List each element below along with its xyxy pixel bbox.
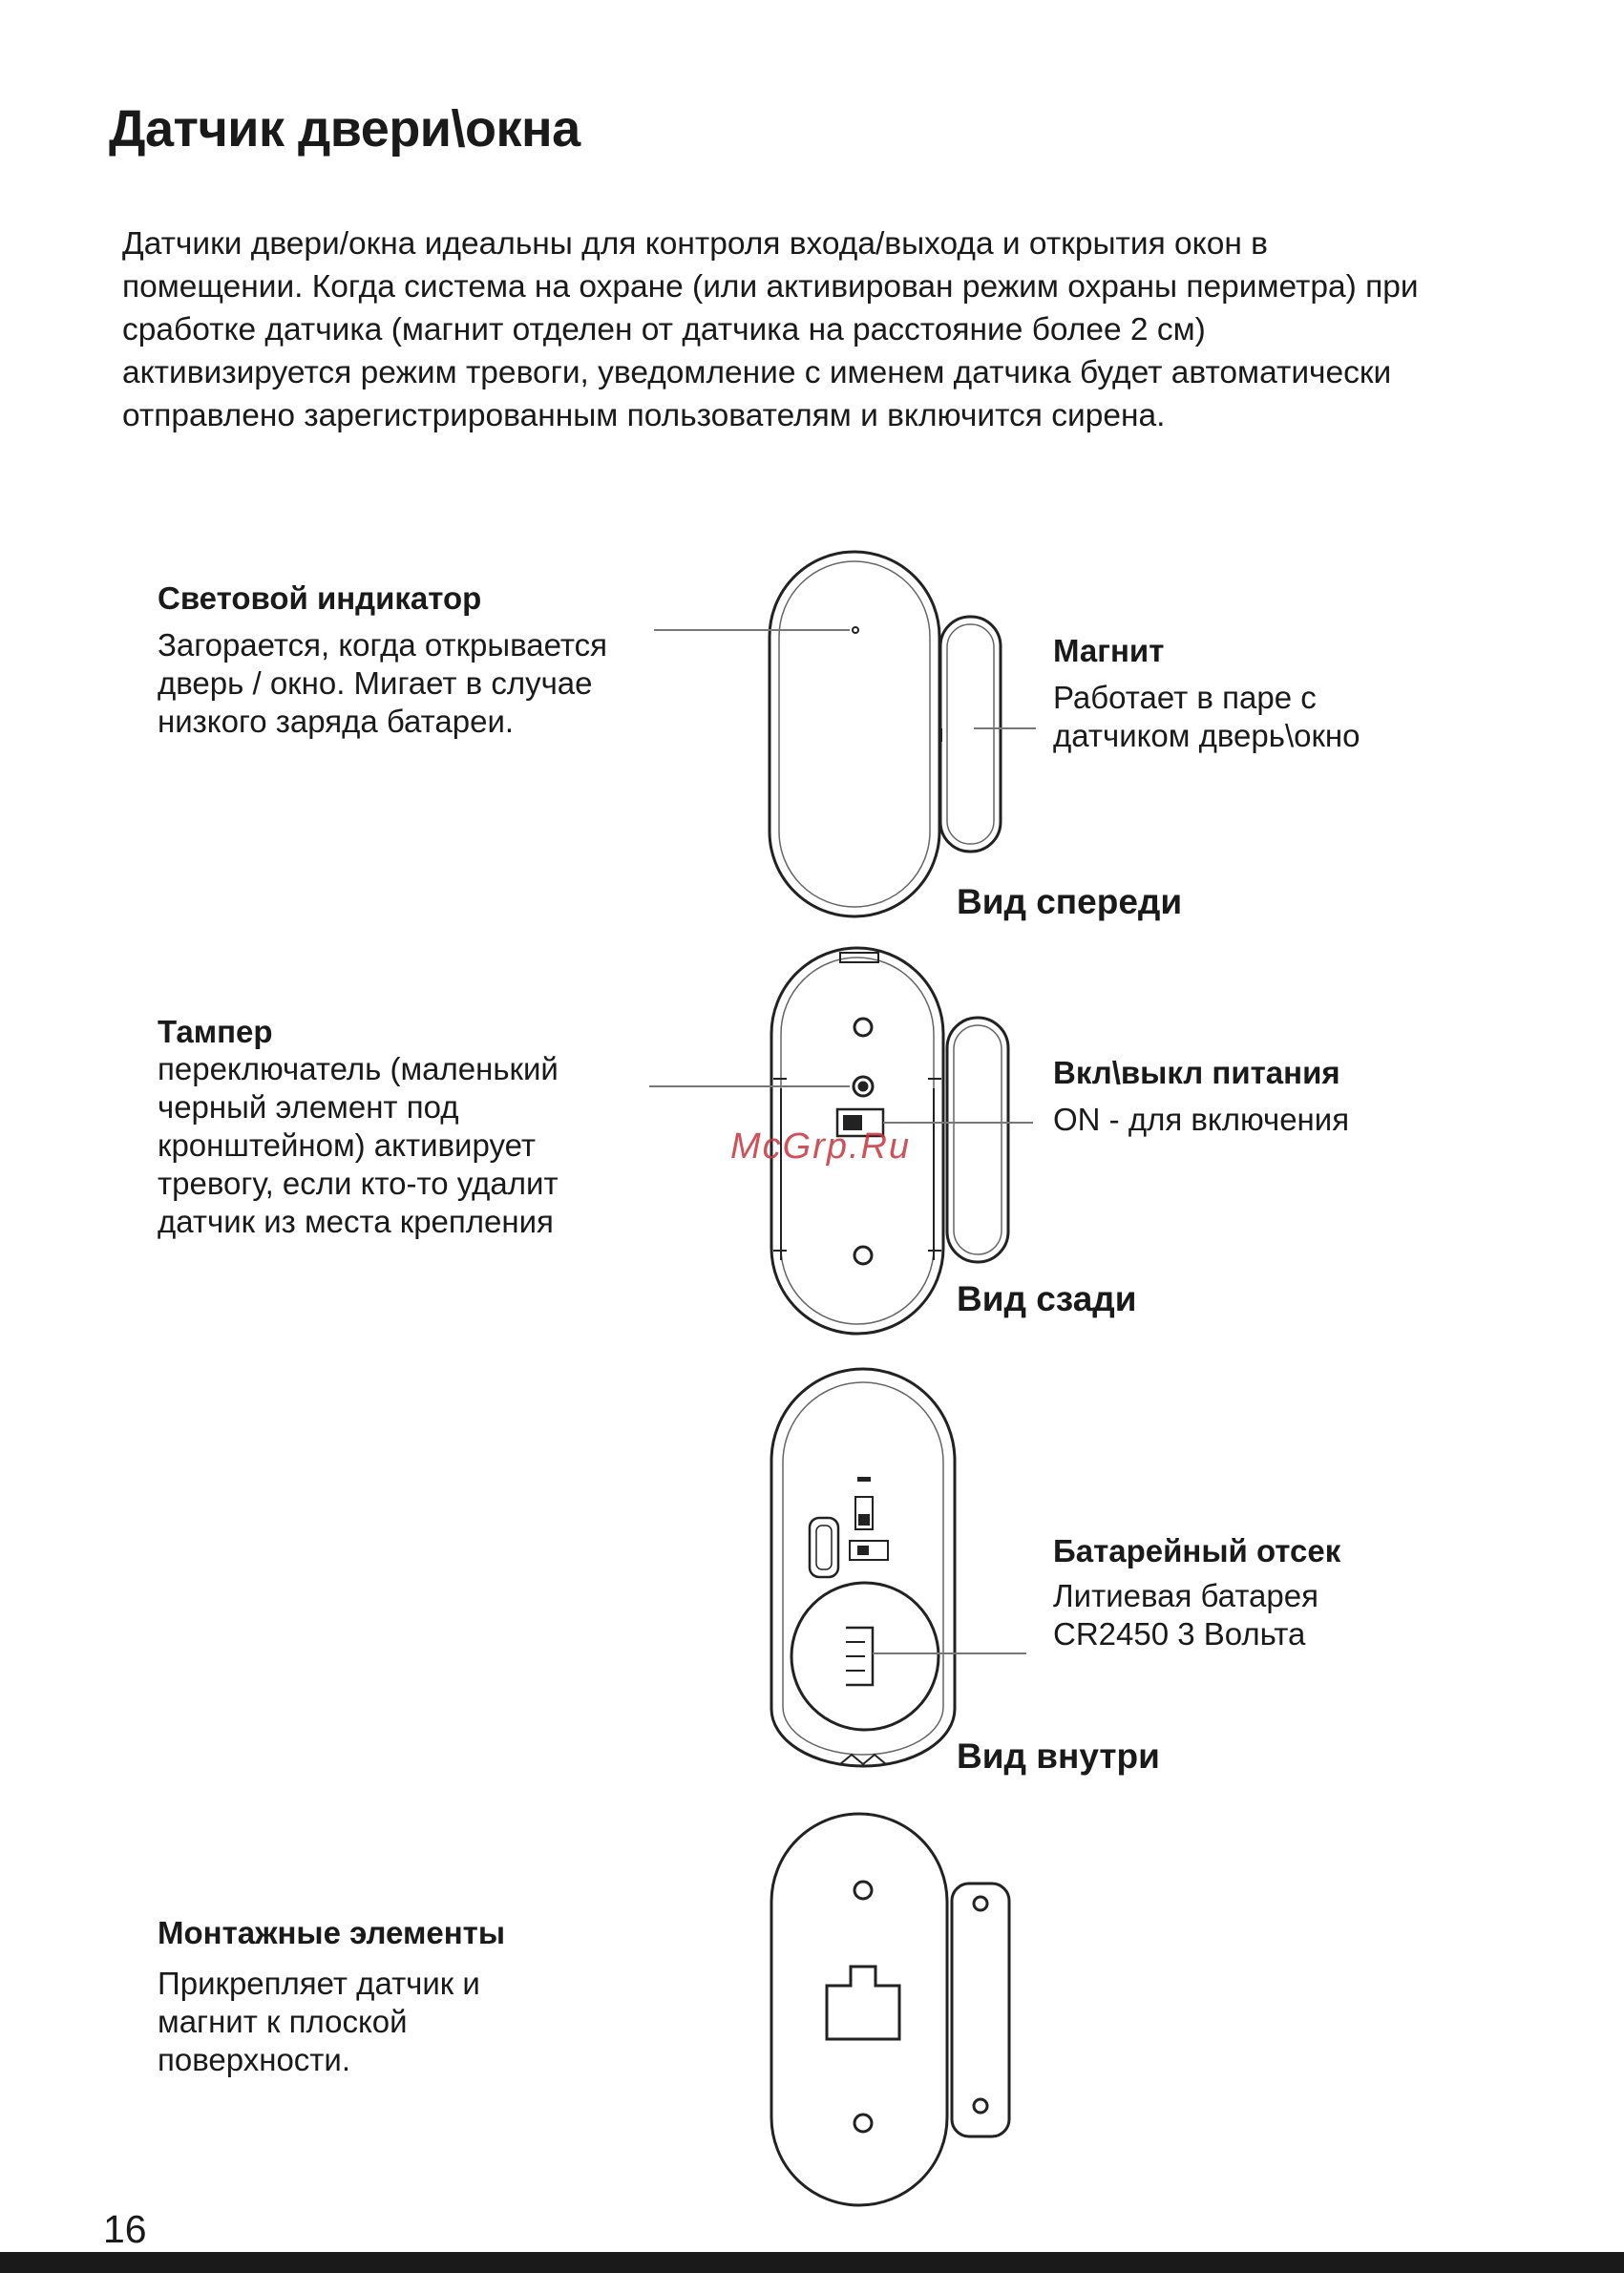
indicator-label [158, 580, 607, 741]
mounting-label [158, 1915, 505, 2079]
indicator-led-icon [853, 627, 858, 633]
mounting-plate-sensor [771, 1814, 947, 2205]
footer-bar [0, 2252, 1624, 2273]
mounting-title: Монтажные элементы [158, 1915, 506, 1950]
sensor-front-body [770, 552, 939, 916]
magnet-back-body [947, 1018, 1008, 1262]
watermark: McGrp.Ru [730, 1126, 912, 1167]
mounting-view-drawing [771, 1814, 1009, 2205]
front-view-drawing [654, 552, 1036, 916]
magnet-text: Работает в паре с датчиком дверь\окно [1053, 680, 1360, 753]
magnet-front-body [940, 617, 1001, 852]
tamper-text: переключатель (маленький черный элемент под кронштейном) активирует тревогу, если кто-то удалит датчик из места крепления [158, 1051, 559, 1239]
tamper-title: Тампер [158, 1014, 273, 1049]
power-text: ON - для включения [1053, 1102, 1350, 1137]
back-view-title: Вид сзади [957, 1279, 1137, 1318]
page-title: Датчик двери\окна [109, 100, 580, 158]
indicator-text: Загорается, когда открывается дверь / окно. Мигает в случае низкого заряда батареи. [158, 627, 607, 739]
page-number: 16 [103, 2207, 147, 2251]
magnet-label [1053, 633, 1360, 755]
front-view-title: Вид спереди [957, 882, 1183, 921]
tamper-label [158, 1014, 559, 1241]
sensor-inside-body [771, 1369, 955, 1766]
mounting-text: Прикрепляет датчик и магнит к плоской поверхности. [158, 1966, 480, 2077]
magnet-title: Магнит [1053, 633, 1165, 668]
battery-label [1053, 1533, 1340, 1653]
intro-paragraph: Датчики двери/окна идеальны для контроля входа/выхода и открытия окон в помещении. Когда система на охране (или активирован режим охраны периметра) при сработке датчика (магнит отделен от датчика на расстояние более 2 см) активизируется режим тревоги, уведомление с именем датчика будет автоматически отправлено зарегистрированным пользователям и включится сирена. [122, 226, 1419, 433]
battery-text: Литиевая батарея CR2450 3 Вольта [1053, 1578, 1318, 1652]
keyhole-mount-icon [827, 1967, 899, 2039]
indicator-title: Световой индикатор [158, 580, 482, 616]
battery-title: Батарейный отсек [1053, 1533, 1341, 1568]
inside-view-title: Вид внутри [957, 1736, 1160, 1776]
power-title: Вкл\выкл питания [1053, 1055, 1340, 1090]
power-label [1053, 1055, 1349, 1139]
inside-view-drawing [771, 1369, 1026, 1766]
